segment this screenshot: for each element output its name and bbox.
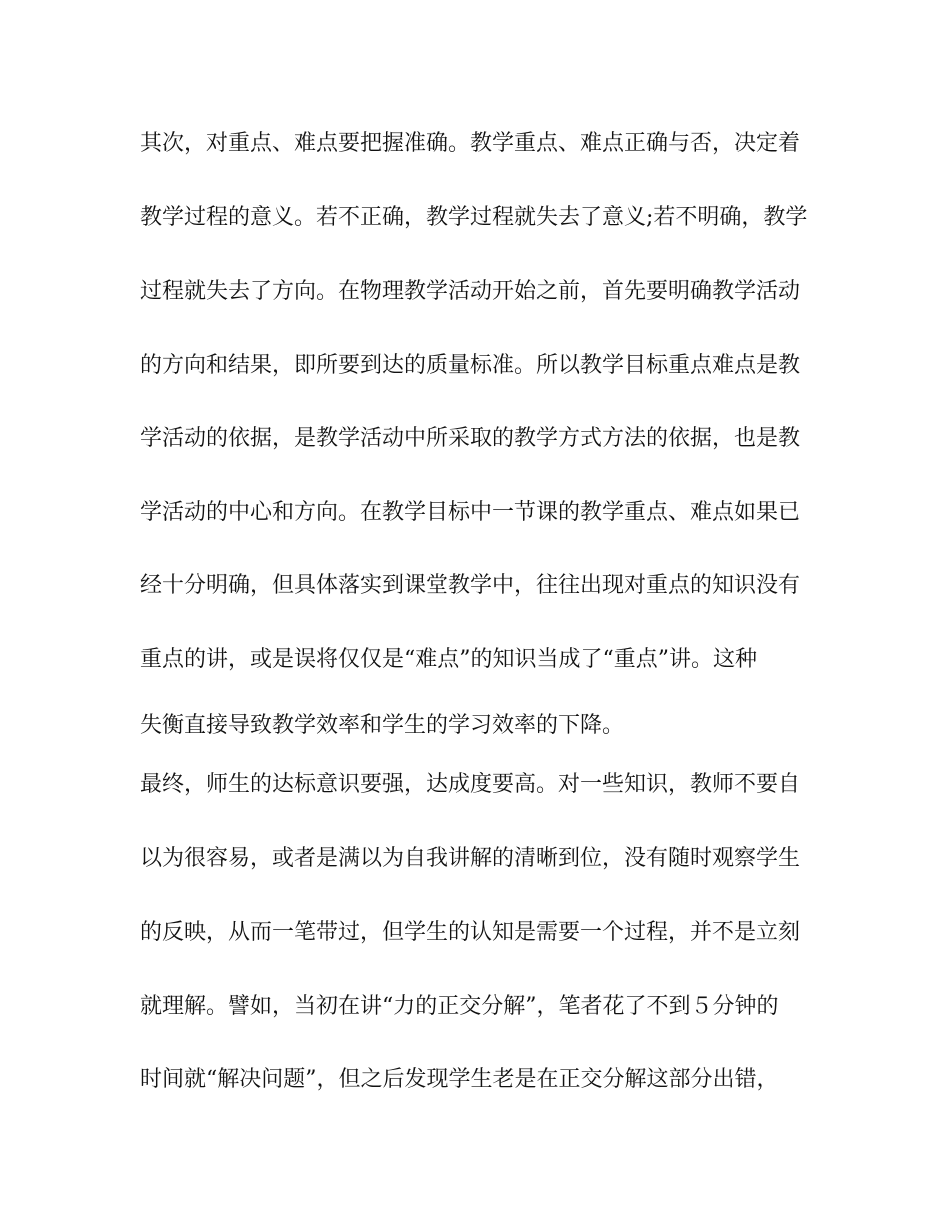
- text-line: 时间就“解决问题”，但之后发现学生老是在正交分解这部分出错，: [140, 1067, 779, 1092]
- text-line: 失衡直接导致教学效率和学生的学习效率的下降。: [140, 713, 625, 738]
- text-line: 学活动的中心和方向。在教学目标中一节课的教学重点、难点如果已: [140, 500, 801, 525]
- text-line: 重点的讲，或是误将仅仅是“难点”的知识当成了“重点”讲。这种: [140, 647, 757, 672]
- text-line: 其次，对重点、难点要把握准确。教学重点、难点正确与否，决定着: [140, 131, 801, 156]
- text-line: 学活动的依据，是教学活动中所采取的教学方式方法的依据，也是教: [140, 426, 801, 451]
- text-line: 教学过程的意义。若不正确，教学过程就失去了意义;若不明确，教学: [140, 205, 808, 230]
- text-line: 的方向和结果，即所要到达的质量标准。所以教学目标重点难点是教: [140, 353, 801, 378]
- text-line: 以为很容易，或者是满以为自我讲解的清晰到位，没有随时观察学生: [140, 846, 801, 871]
- text-line: 经十分明确，但具体落实到课堂教学中，往往出现对重点的知识没有: [140, 573, 801, 598]
- text-line: 最终，师生的达标意识要强，达成度要高。对一些知识，教师不要自: [140, 772, 801, 797]
- text-line: 就理解。譬如，当初在讲“力的正交分解”，笔者花了不到５分钟的: [140, 994, 779, 1019]
- text-line: 的反映，从而一笔带过，但学生的认知是需要一个过程，并不是立刻: [140, 920, 801, 945]
- text-line: 过程就失去了方向。在物理教学活动开始之前，首先要明确教学活动: [140, 279, 801, 304]
